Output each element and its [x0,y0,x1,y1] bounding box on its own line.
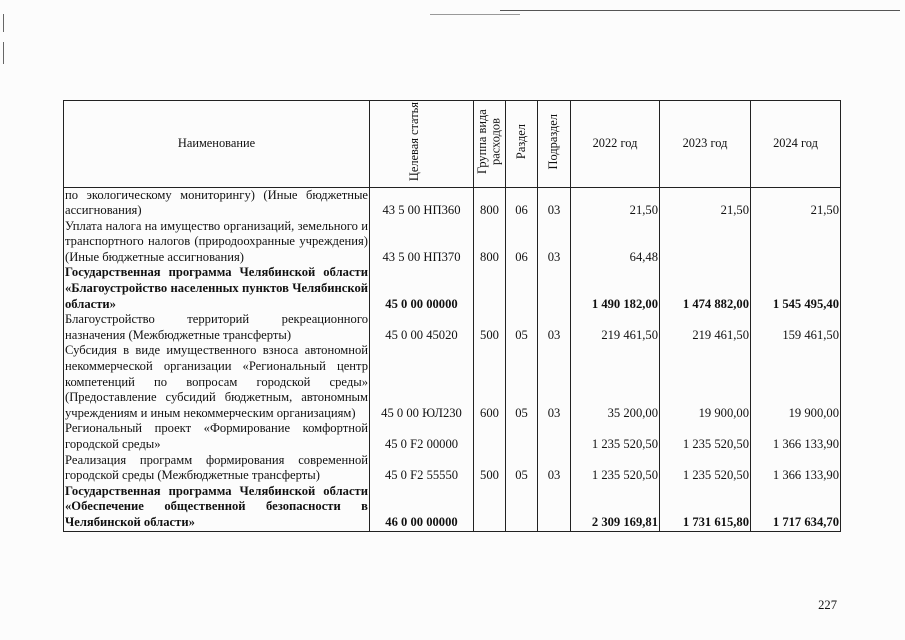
col-header-name: Наименование [64,101,370,188]
table-row [64,312,841,343]
row-name: Реализация программ формирования современной городской среды (Межбюджетные трансферты) [65,452,368,483]
table-row [64,453,841,484]
row-2022: 35 200,00 [571,343,660,421]
table-row [64,219,841,266]
row-code: 45 0 00 ЮЛ230 [370,343,474,421]
row-name: Государственная программа Челябинской области «Благоустройство населенных пунктов Челябинской области» [65,265,368,311]
table-row [64,265,841,312]
row-2024: 1 717 634,70 [751,484,841,531]
row-section [506,421,538,452]
table-row [64,343,841,421]
col-header-expense-group: Группа вида расходов [474,101,506,188]
row-name: Уплата налога на имущество организаций, земельного и транспортного налогов (природоохранные учреждения) (Иные бюджетные ассигнования) [65,218,368,264]
scan-margin-mark [3,14,4,32]
col-header-subsection: Подраздел [538,101,571,188]
row-section: 05 [506,343,538,421]
row-group [474,484,506,531]
row-2022: 21,50 [571,187,660,219]
row-2024: 1 545 495,40 [751,265,841,312]
row-name: Региональный проект «Формирование комфортной городской среды» [65,421,368,451]
row-code: 45 0 00 00000 [370,265,474,312]
row-name: Государственная программа Челябинской области «Обеспечение общественной безопасности в Челябинской области» [64,484,370,531]
row-2023: 219 461,50 [660,312,751,343]
row-subsection [538,265,571,312]
row-2022: 2 309 169,81 [571,484,660,531]
row-2024: 19 900,00 [751,343,841,421]
row-code: 43 5 00 НП360 [370,187,474,219]
row-2022: 64,48 [571,219,660,266]
row-code: 45 0 F2 55550 [370,453,474,484]
row-2022: 1 490 182,00 [571,265,660,312]
row-subsection: 03 [538,343,571,421]
row-section: 05 [506,453,538,484]
row-group: 500 [474,312,506,343]
row-section: 06 [506,219,538,266]
row-group: 800 [474,187,506,219]
table-row [64,484,841,531]
row-2022: 1 235 520,50 [571,421,660,452]
row-section: 06 [506,187,538,219]
row-subsection: 03 [538,312,571,343]
row-2023: 1 235 520,50 [660,453,751,484]
row-2023: 21,50 [660,187,751,219]
row-section [506,484,538,531]
row-group: 600 [474,343,506,421]
row-subsection: 03 [538,453,571,484]
row-2022: 219 461,50 [571,312,660,343]
col-header-target-article: Целевая статья [370,101,474,188]
row-section: 05 [506,312,538,343]
row-2023: 1 474 882,00 [660,265,751,312]
row-2023: 1 731 615,80 [660,484,751,531]
row-2023: 1 235 520,50 [660,421,751,452]
scan-rule-line [430,14,520,15]
row-name: Благоустройство территорий рекреационного назначения (Межбюджетные трансферты) [65,312,368,342]
budget-table [63,100,841,532]
col-header-2023: 2023 год [660,101,751,188]
table-row [64,187,841,219]
row-group: 500 [474,453,506,484]
row-2024: 21,50 [751,187,841,219]
row-2024: 1 366 133,90 [751,421,841,452]
row-group [474,421,506,452]
row-2024 [751,219,841,266]
row-group [474,265,506,312]
row-name: Субсидия в виде имущественного взноса автономной некоммерческой организации «Региональный центр компетенций по вопросам городской среды» (Предоставление субсидий бюджетным, автономным учреждениям и иным некоммерческим организациям) [65,343,368,420]
col-header-2022: 2022 год [571,101,660,188]
row-2023: 19 900,00 [660,343,751,421]
row-group: 800 [474,219,506,266]
row-name: по экологическому мониторингу) (Иные бюджетные ассигнования) [65,187,368,218]
row-code: 46 0 00 00000 [370,484,474,531]
table-header-row [64,101,841,188]
row-2022: 1 235 520,50 [571,453,660,484]
row-subsection [538,421,571,452]
row-code: 45 0 00 45020 [370,312,474,343]
row-subsection [538,484,571,531]
table-row [64,421,841,452]
scan-margin-mark [3,42,4,64]
row-code: 45 0 F2 00000 [370,421,474,452]
row-subsection: 03 [538,187,571,219]
row-section [506,265,538,312]
row-subsection: 03 [538,219,571,266]
row-2023 [660,219,751,266]
row-2024: 1 366 133,90 [751,453,841,484]
row-2024: 159 461,50 [751,312,841,343]
page-number: 227 [818,598,837,612]
col-header-2024: 2024 год [751,101,841,188]
scan-rule-line [500,10,900,11]
row-code: 43 5 00 НП370 [370,219,474,266]
col-header-section: Раздел [506,101,538,188]
